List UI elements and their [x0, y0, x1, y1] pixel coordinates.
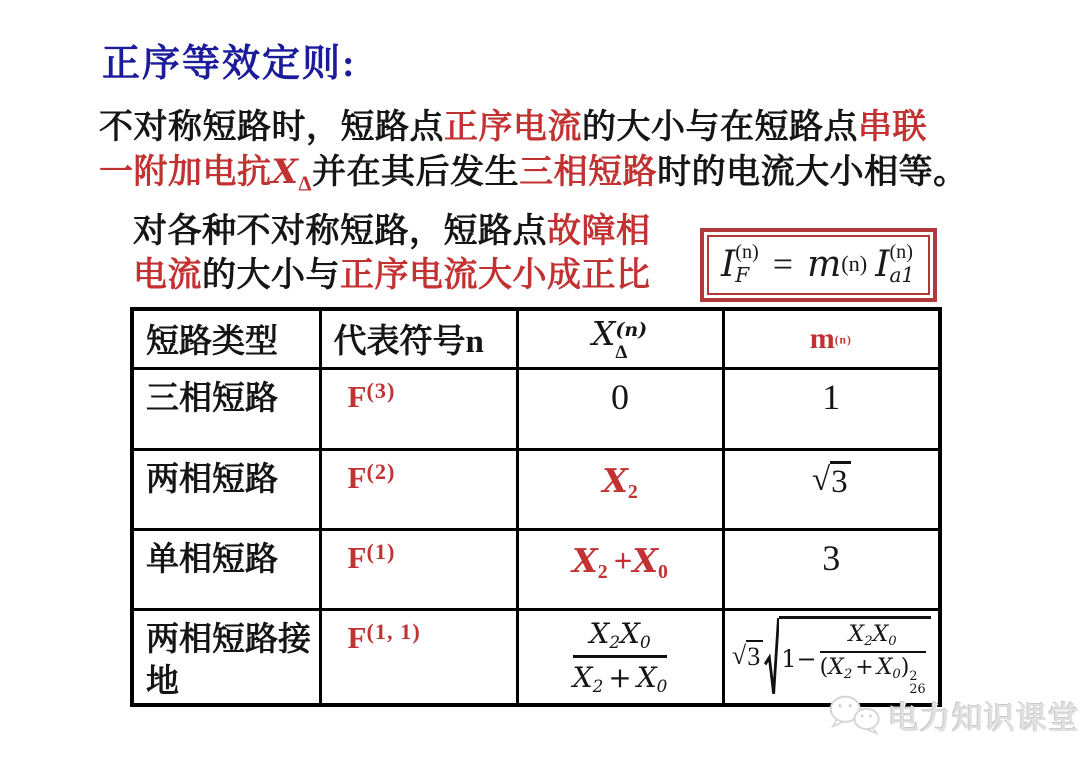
table-row-three-phase	[132, 368, 940, 449]
prop-run-5: 正序电流大小成正比	[340, 257, 651, 294]
fault-current-formula	[707, 235, 930, 295]
sqrt-sign: √	[731, 641, 747, 671]
cell-x-value: X2	[517, 449, 723, 529]
cell-m-value: √ 3 1− X2X0 (X2 + X0) 2 26	[723, 609, 940, 705]
watermark-text: 电力知识课堂	[888, 700, 1080, 736]
table-row-two-phase-ground	[132, 609, 940, 705]
table-row-two-phase	[132, 449, 940, 529]
formula-I-a1-sub: a1	[889, 263, 915, 288]
intro-paragraph	[99, 106, 1049, 205]
prop-run-3: 电流	[133, 257, 202, 294]
formula-equals: =	[772, 244, 794, 285]
wechat-icon	[824, 692, 884, 738]
cell-symbol: F$^{(1, 1)}$	[320, 609, 517, 705]
cell-m-value: √ 3	[723, 449, 940, 529]
cell-m-value: 1	[723, 368, 940, 449]
radical-sign	[764, 616, 779, 696]
formula-m: m	[807, 243, 842, 285]
intro-x-symbol: X	[271, 152, 299, 192]
header-symbol-n: 代表符号n	[320, 309, 517, 368]
header-x-delta: X (n) Δ	[517, 309, 723, 368]
formula-I-fault-sup: (n)	[735, 241, 759, 263]
cell-x-value: 0	[517, 368, 723, 449]
table-row-single-phase	[132, 529, 940, 609]
intro-run-3: 的大小与在短路点	[582, 109, 858, 146]
cell-type: 两相短路	[132, 449, 320, 529]
intro-run-1: 不对称短路时，短路点	[99, 109, 444, 146]
formula-I-a1: I	[875, 243, 890, 285]
formula-I-a1-sup: (n)	[889, 241, 913, 263]
intro-run-4: 串联	[858, 109, 927, 146]
formula-I-fault-sub: F	[735, 263, 750, 288]
formula-m-sup: (n)	[841, 251, 868, 277]
cell-type: 单相短路	[132, 529, 320, 609]
cell-symbol: $F^{(1)}$	[320, 529, 517, 609]
cell-symbol: $F^{(2)}$	[320, 449, 517, 529]
cell-type: 三相短路	[132, 368, 320, 449]
cell-type: 两相短路接地	[132, 609, 320, 705]
intro-x-subscript: Δ	[298, 171, 313, 196]
header-short-circuit-type: 短路类型	[132, 309, 320, 368]
intro-run-7: 三相短路	[519, 154, 658, 191]
header-m-coefficient: $m^{(n)}$	[723, 309, 940, 368]
watermark	[824, 692, 1080, 738]
table-header-row	[132, 309, 940, 368]
prop-run-1: 对各种不对称短路，短路点	[133, 213, 547, 250]
proportional-paragraph	[133, 210, 736, 298]
short-circuit-table	[130, 307, 942, 707]
intro-run-2: 正序电流	[444, 109, 582, 146]
intro-run-5: 一附加电抗	[99, 154, 272, 191]
page-title: 正序等效定则:	[102, 43, 357, 85]
cell-x-value: $\frac{X2X0}{X2 + X0}$	[517, 609, 723, 705]
cell-m-value: 3	[723, 529, 940, 609]
formula-I-fault: I	[721, 243, 736, 285]
sqrt-sign: √	[811, 461, 831, 498]
intro-run-6: 并在其后发生	[312, 154, 520, 191]
intro-run-8: 时的电流大小相等。	[657, 154, 968, 191]
fault-current-formula-box	[700, 228, 937, 302]
cell-symbol: $F^{(3)}$	[320, 368, 517, 449]
cell-x-value: X2 +X0	[517, 529, 723, 609]
prop-run-4: 的大小与	[202, 257, 340, 294]
prop-run-2: 故障相	[547, 213, 651, 250]
